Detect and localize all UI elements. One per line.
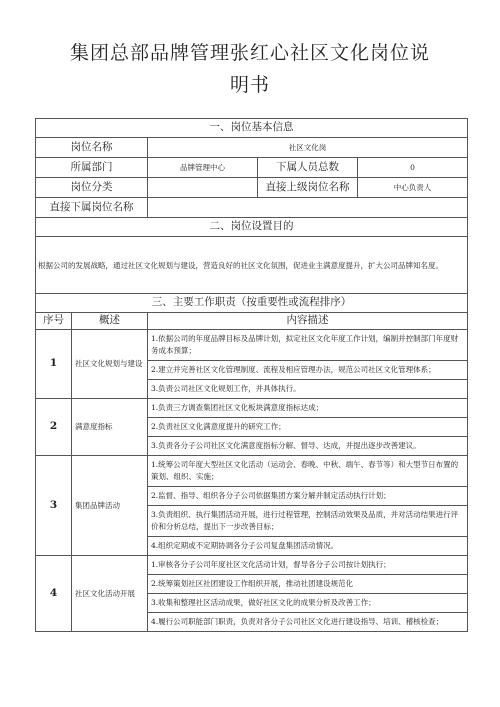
position-category-value bbox=[148, 178, 258, 198]
section-basic-info: 一、岗位基本信息 bbox=[36, 119, 468, 138]
duty-item: 2.负责社区文化满意度提升的研究工作； bbox=[148, 418, 468, 437]
department-label: 所属部门 bbox=[36, 158, 148, 178]
column-header-no: 序号 bbox=[36, 313, 72, 330]
duty-item: 2.监督、指导、组织各分子公司依据集团方案分解并制定活动执行计划； bbox=[148, 487, 468, 506]
direct-subordinate-label: 直接下属岗位名称 bbox=[36, 198, 148, 218]
duty-item: 4.履行公司职能部门职责，负责对各分子公司社区文化进行建设指导、培训、稽核检查； bbox=[148, 613, 468, 632]
subordinate-count-value: 0 bbox=[358, 158, 468, 178]
department-value: 品牌管理中心 bbox=[148, 158, 258, 178]
duty-item: 1.统筹公司年度大型社区文化活动（运动会、春晚、中秋、端午、春节等）和大型节日布置的策划、组织、实施； bbox=[148, 456, 468, 487]
purpose-text: 根据公司的发展战略，通过社区文化规划与建设，营造良好的社区文化氛围，促进业主满意度提升，扩大公司品牌知名度。 bbox=[36, 237, 468, 294]
duty-item: 2.建立并完善社区文化管理制度、流程及相应管理办法，规范公司社区文化管理体系； bbox=[148, 361, 468, 380]
duty-item: 3.收集和整理社区活动成果，做好社区文化的成果分析及改善工作； bbox=[148, 594, 468, 613]
section-duties: 三、主要工作职责（按重要性或流程排序） bbox=[36, 294, 468, 313]
duty-summary: 社区文化规划与建设 bbox=[72, 330, 148, 399]
duty-number: 3 bbox=[36, 456, 72, 556]
duty-summary: 满意度指标 bbox=[72, 399, 148, 456]
duty-number: 4 bbox=[36, 556, 72, 632]
duty-item: 1.依据公司的年度品牌目标及品牌计划，拟定社区文化年度工作计划，编制并控制部门年度财务成本预算； bbox=[148, 330, 468, 361]
position-name-value: 社区文化岗 bbox=[148, 138, 468, 158]
position-name-label: 岗位名称 bbox=[36, 138, 148, 158]
direct-subordinate-value bbox=[148, 198, 468, 218]
duty-item: 3.负责公司社区文化规划工作，并具体执行。 bbox=[148, 380, 468, 399]
document-title-line2: 明书 bbox=[229, 74, 270, 96]
subordinate-count-label: 下属人员总数 bbox=[258, 158, 358, 178]
duty-number: 1 bbox=[36, 330, 72, 399]
column-header-summary: 概述 bbox=[72, 313, 148, 330]
duty-item: 4.组织定期或不定期协调各分子公司复盘集团活动情况。 bbox=[148, 537, 468, 556]
position-category-label: 岗位分类 bbox=[36, 178, 148, 198]
duty-item: 1.负责三方调查集团社区文化板块满意度指标达成； bbox=[148, 399, 468, 418]
duty-summary: 集团品牌活动 bbox=[72, 456, 148, 556]
duty-item: 2.统筹策划社区社团建设工作组织开展，推动社团建设规范化 bbox=[148, 575, 468, 594]
duty-item: 3.负责各分子公司社区文化满意度指标分解、督导、达成，并提出逐步改善建议。 bbox=[148, 437, 468, 456]
column-header-detail: 内容描述 bbox=[148, 313, 468, 330]
section-purpose: 二、岗位设置目的 bbox=[36, 218, 468, 237]
duty-number: 2 bbox=[36, 399, 72, 456]
direct-superior-value: 中心负责人 bbox=[358, 178, 468, 198]
duty-item: 1.审核各分子公司年度社区文化活动计划，督导各分子公司按计划执行； bbox=[148, 556, 468, 575]
duty-summary: 社区文化活动开展 bbox=[72, 556, 148, 632]
job-description-table bbox=[35, 118, 468, 632]
document-title-line1: 集团总部品牌管理张红心社区文化岗位说 bbox=[69, 42, 430, 64]
direct-superior-label: 直接上级岗位名称 bbox=[258, 178, 358, 198]
duty-item: 3.负责组织、执行集团活动开展，进行过程管理，控制活动效果及品质，并对活动结果进行评价和分析总结，提出下一步改善目标； bbox=[148, 506, 468, 537]
